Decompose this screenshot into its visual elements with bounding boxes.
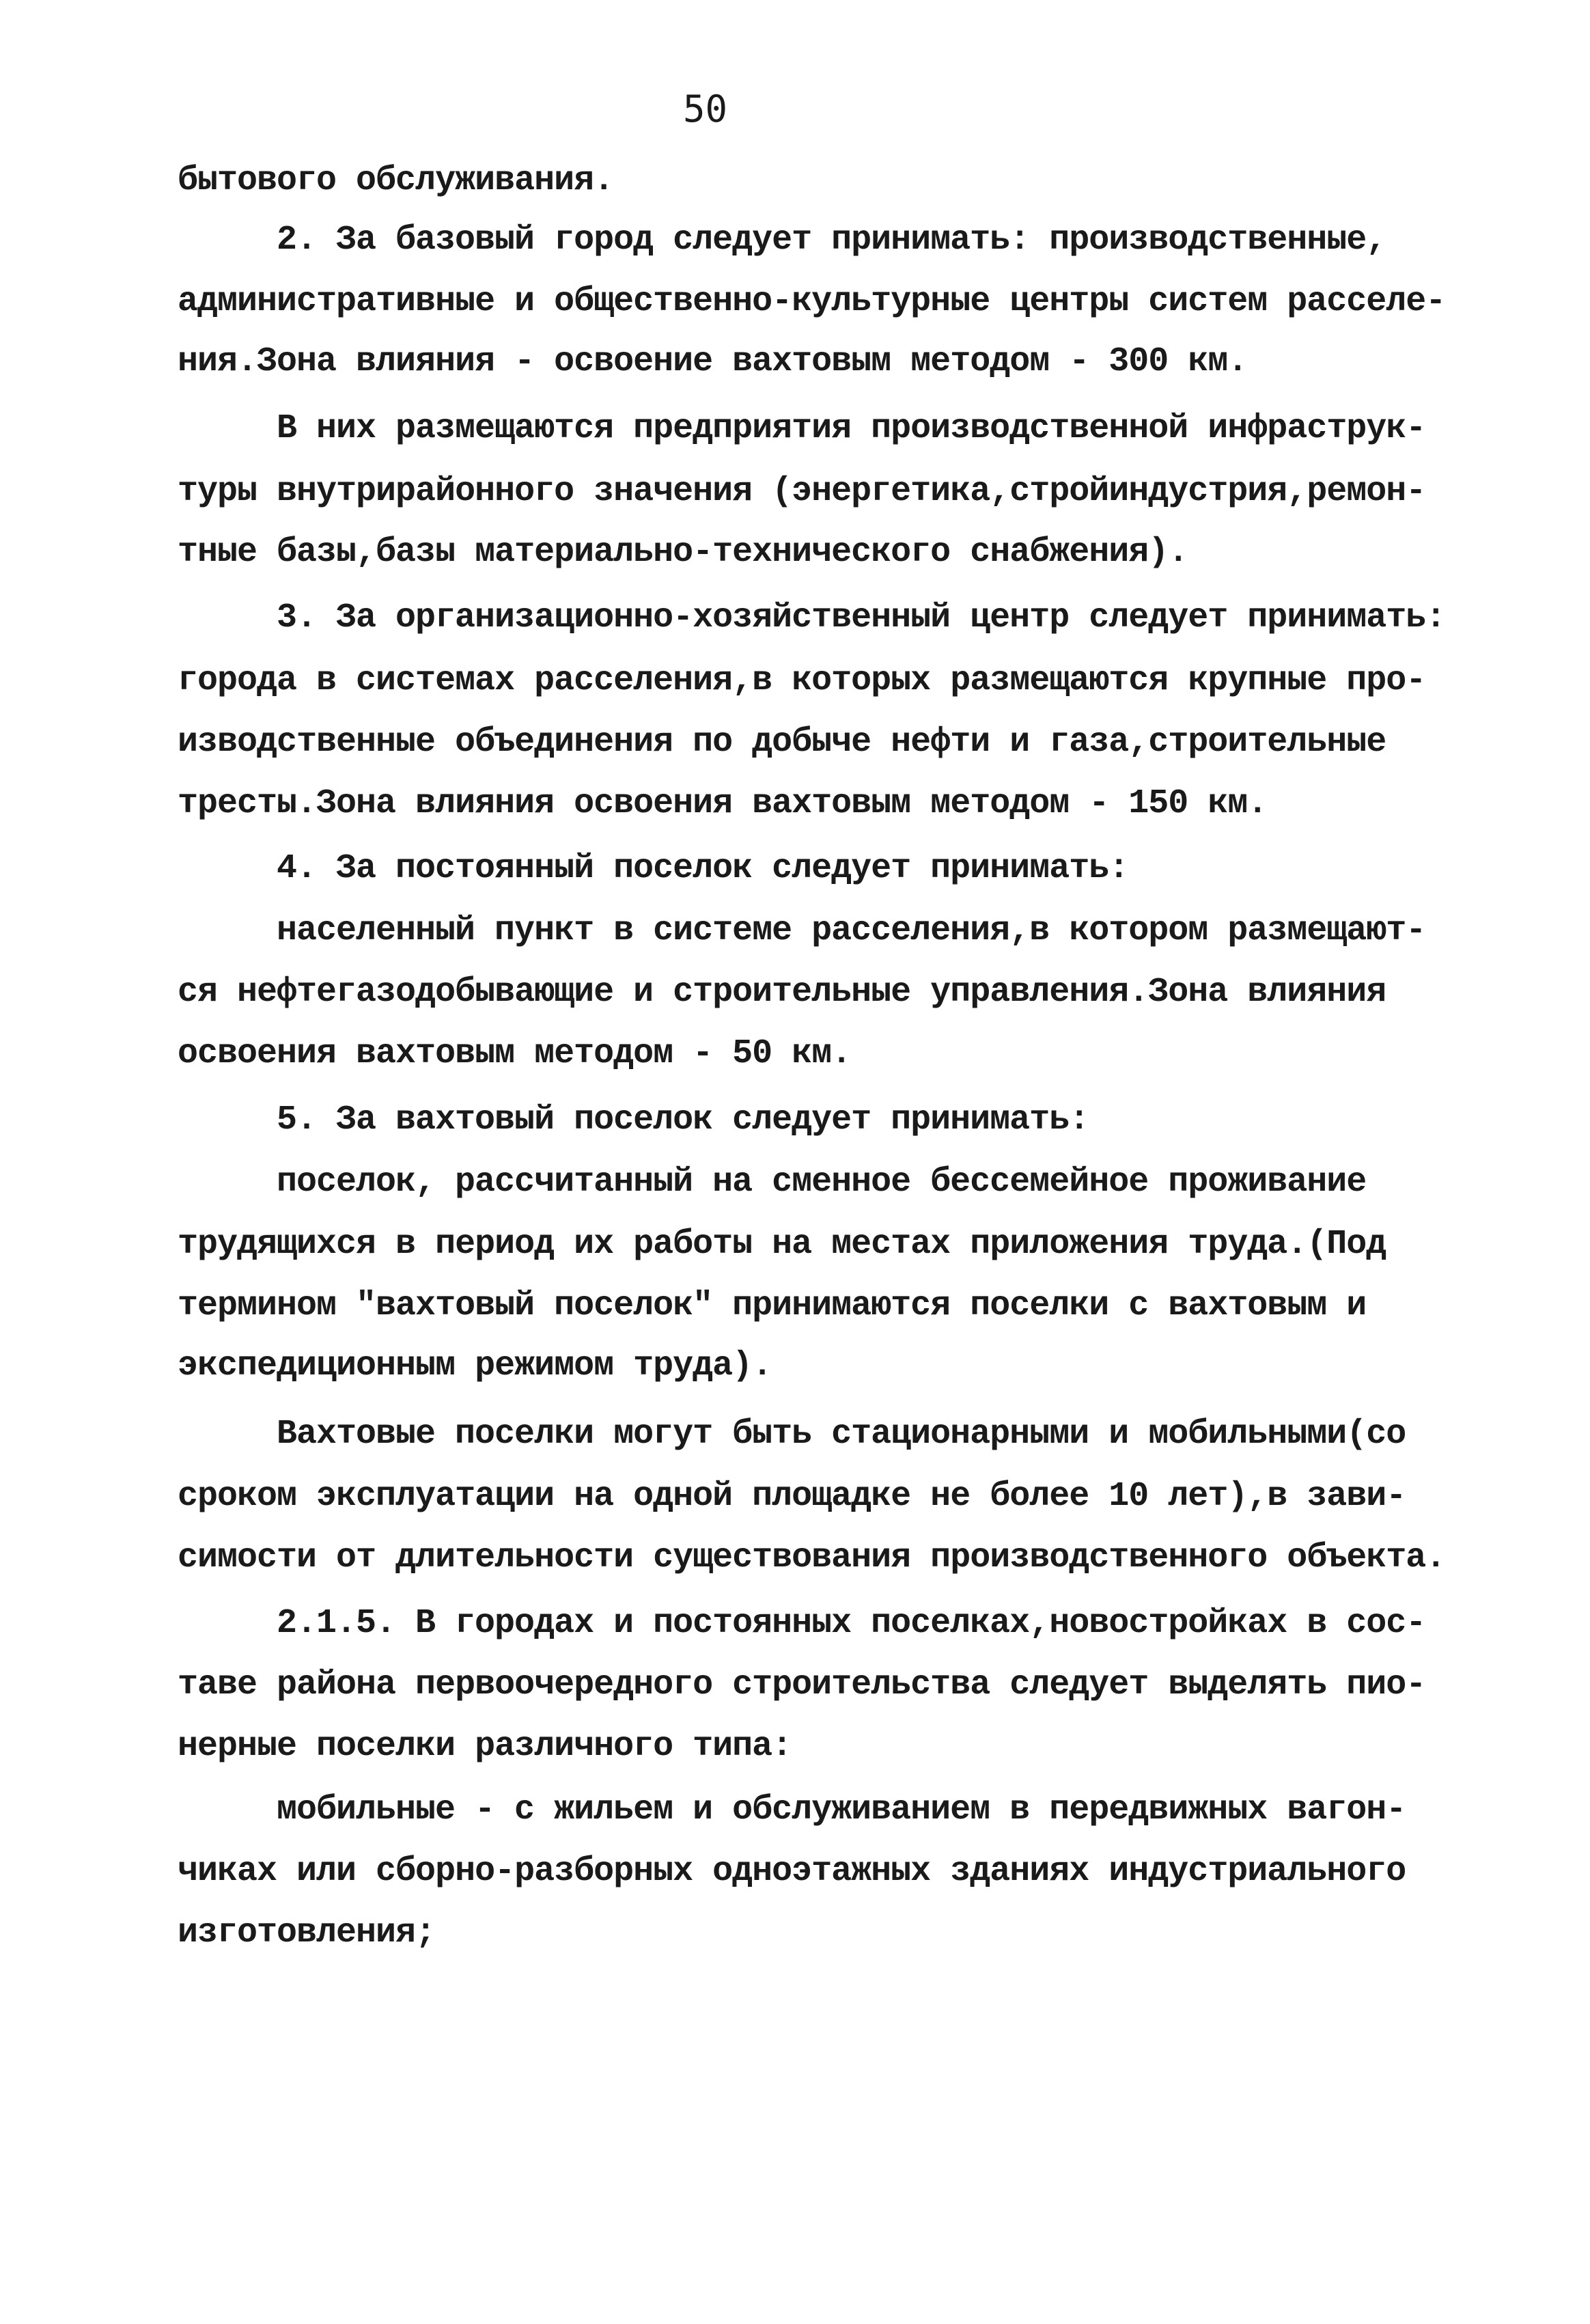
text-line: сроком эксплуатации на одной площадке не более 10 лет),в зави-: [178, 1477, 1406, 1516]
text-line: административные и общественно-культурные центры систем расселе-: [178, 282, 1446, 321]
text-line: 2. За базовый город следует принимать: производственные,: [277, 221, 1386, 260]
text-line: изготовления;: [178, 1913, 436, 1952]
page-number: 50: [683, 87, 728, 130]
text-line: Вахтовые поселки могут быть стационарными и мобильными(со: [277, 1415, 1406, 1454]
text-line: поселок, рассчитанный на сменное бессемейное проживание: [277, 1163, 1367, 1202]
text-line: населенный пункт в системе расселения,в котором размещают-: [277, 911, 1426, 950]
text-line: экспедиционным режимом труда).: [178, 1346, 772, 1385]
text-line: термином "вахтовый поселок" принимаются поселки с вахтовым и: [178, 1286, 1367, 1325]
text-line: таве района первоочередного строительства следует выделять пио-: [178, 1665, 1426, 1704]
text-line: ся нефтегазодобывающие и строительные управления.Зона влияния: [178, 973, 1386, 1012]
text-line: симости от длительности существования производственного объекта.: [178, 1538, 1446, 1577]
text-line: 3. За организационно-хозяйственный центр следует принимать:: [277, 598, 1446, 637]
text-line: туры внутрирайонного значения (энергетика,стройиндустрия,ремон-: [178, 472, 1426, 511]
text-line: ния.Зона влияния - освоение вахтовым методом - 300 км.: [178, 342, 1248, 381]
text-line: 2.1.5. В городах и постоянных поселках,новостройках в сос-: [277, 1604, 1426, 1643]
text-line: тресты.Зона влияния освоения вахтовым методом - 150 км.: [178, 784, 1268, 823]
text-line: чиках или сборно-разборных одноэтажных зданиях индустриального: [178, 1852, 1406, 1891]
text-line: освоения вахтовым методом - 50 км.: [178, 1034, 852, 1073]
text-line: нерные поселки различного типа:: [178, 1727, 792, 1766]
text-line: тные базы,базы материально-технического снабжения).: [178, 533, 1188, 572]
text-line: мобильные - с жильем и обслуживанием в передвижных вагон-: [277, 1790, 1406, 1829]
text-line: города в системах расселения,в которых размещаются крупные про-: [178, 661, 1426, 700]
text-line: бытового обслуживания.: [178, 161, 614, 200]
text-line: 5. За вахтовый поселок следует принимать:: [277, 1101, 1089, 1139]
text-line: 4. За постоянный поселок следует принимать:: [277, 849, 1129, 888]
text-line: изводственные объединения по добыче нефти и газа,строительные: [178, 723, 1386, 762]
text-line: В них размещаются предприятия производственной инфраструк-: [277, 409, 1426, 448]
text-line: трудящихся в период их работы на местах приложения труда.(Под: [178, 1225, 1386, 1264]
